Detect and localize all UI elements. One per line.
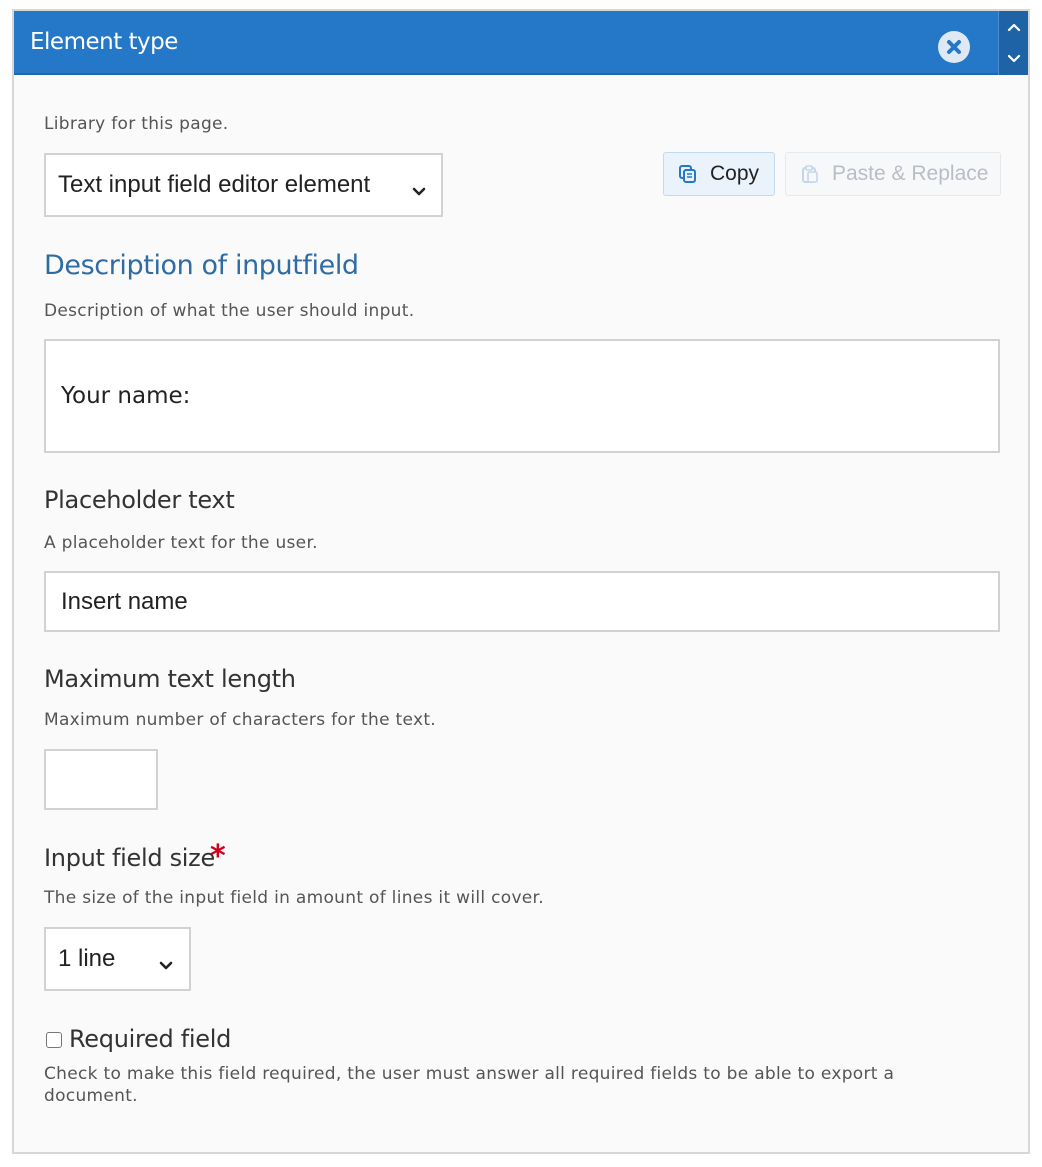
max-length-input[interactable] (44, 749, 158, 810)
size-help: The size of the input field in amount of lines it will cover. (44, 888, 544, 908)
required-marker: * (210, 839, 226, 874)
library-select[interactable] (44, 153, 443, 217)
size-select-value: 1 line (58, 945, 116, 972)
size-heading: Input field size (44, 844, 215, 872)
placeholder-input[interactable] (44, 571, 1000, 632)
required-checkbox[interactable] (46, 1032, 62, 1048)
max-length-help: Maximum number of characters for the text. (44, 710, 437, 730)
description-help: Description of what the user should input. (44, 301, 415, 321)
description-textarea[interactable] (44, 339, 1000, 453)
copy-label: Copy (710, 162, 760, 185)
required-help-line1: Check to make this field required, the user must answer all required fields to be able to export a (44, 1064, 895, 1084)
chevron-up-icon[interactable] (999, 11, 1029, 43)
chevron-down-icon[interactable] (999, 43, 1029, 75)
placeholder-help: A placeholder text for the user. (44, 533, 318, 553)
required-label[interactable]: Required field (69, 1025, 232, 1053)
description-value: Your name: (61, 383, 191, 409)
panel-header (14, 11, 1028, 75)
chevron-down-icon (411, 177, 427, 205)
description-heading: Description of inputfield (44, 250, 359, 281)
element-type-panel (12, 9, 1030, 1154)
reorder-controls (998, 11, 1028, 75)
paste-replace-button[interactable] (785, 152, 1001, 196)
placeholder-value: Insert name (61, 587, 188, 615)
copy-button[interactable] (663, 152, 775, 196)
size-select[interactable] (44, 927, 191, 991)
chevron-down-icon (158, 951, 174, 979)
library-description: Library for this page. (44, 114, 229, 134)
copy-icon (678, 164, 698, 184)
required-help-line2: document. (44, 1086, 138, 1106)
paste-label: Paste & Replace (832, 162, 989, 185)
paste-icon (800, 164, 820, 184)
panel-title: Element type (30, 29, 178, 55)
library-select-value: Text input field editor element (58, 171, 371, 198)
close-icon[interactable] (938, 31, 970, 63)
max-length-heading: Maximum text length (44, 665, 296, 693)
placeholder-heading: Placeholder text (44, 486, 235, 514)
